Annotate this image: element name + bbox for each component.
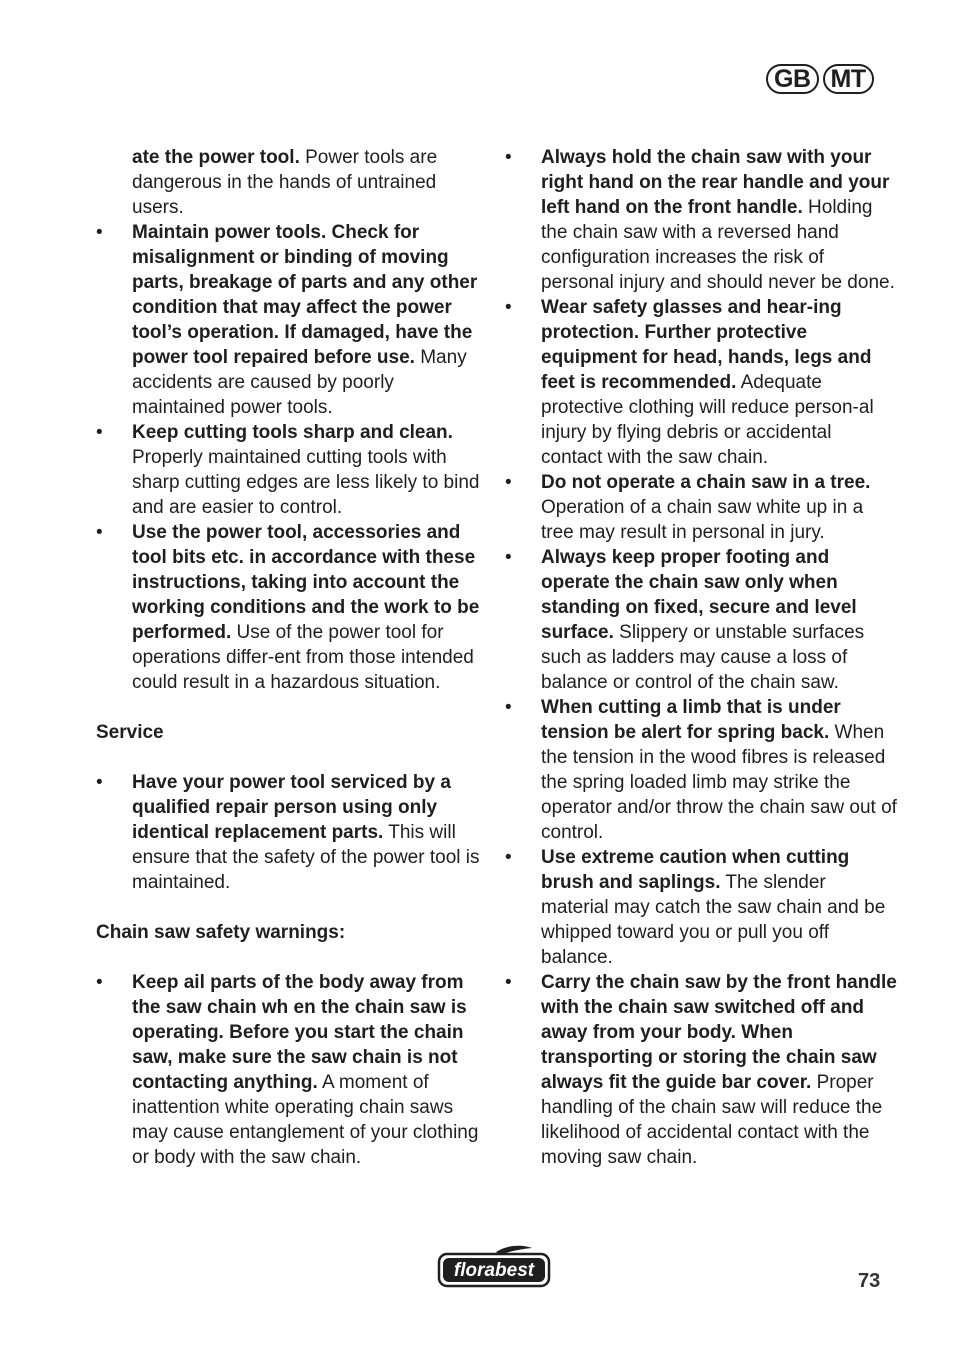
bullet-item: [96, 220, 484, 420]
spacer: [96, 745, 484, 770]
bullet-item: [96, 520, 484, 695]
bold-lead: Keep cutting tools sharp and clean.: [132, 422, 453, 443]
body-text: This will ensure that the safety of the power tool is maintained.: [132, 822, 480, 893]
florabest-logo-graphic: [436, 1243, 554, 1291]
bold-lead: Always hold the chain saw with your right hand on the rear handle and your left hand on the front handle.: [541, 147, 890, 218]
body-text: Adequate protective clothing will reduce person-al injury by flying debris or accidental contact with the saw chain.: [541, 372, 874, 468]
language-badges: [766, 64, 874, 94]
language-badge-mt: MT: [823, 64, 874, 94]
bullet-icon: •: [96, 522, 103, 543]
section-heading-chain-saw: Chain saw safety warnings:: [96, 922, 346, 943]
bullet-item: [505, 845, 897, 970]
bullet-icon: •: [96, 772, 103, 793]
body-text: A moment of inattention white operating chain saws may cause entanglement of your clothing or body with the saw chain.: [132, 1072, 479, 1168]
bullet-icon: •: [505, 697, 512, 718]
bullet-item: [505, 545, 897, 695]
bullet-item: [505, 145, 897, 295]
bullet-icon: •: [505, 472, 512, 493]
bold-lead: Always keep proper footing and operate the chain saw only when standing on fixed, secure and level surface.: [541, 547, 857, 643]
bullet-item: [505, 295, 897, 470]
spacer: [96, 945, 484, 970]
bullet-item: [505, 470, 897, 545]
bold-lead: When cutting a limb that is under tension be alert for spring back.: [541, 697, 841, 743]
body-text: The slender material may catch the saw chain and be whipped toward you or pull you off balance.: [541, 872, 886, 968]
bullet-item: [96, 420, 484, 520]
bold-lead: Have your power tool serviced by a qualified repair person using only identical replacement parts.: [132, 772, 451, 843]
bold-lead: Keep ail parts of the body away from the saw chain wh en the chain saw is operating. Before you start the chain saw, make sure the saw chain is not contacting anything.: [132, 972, 467, 1093]
bullet-icon: •: [96, 422, 103, 443]
florabest-logo: [436, 1243, 554, 1291]
right-column: [505, 145, 897, 1170]
section-heading-service: Service: [96, 722, 164, 743]
body-text: Power tools are dangerous in the hands of untrained users.: [132, 147, 438, 218]
bold-lead: Wear safety glasses and hear-ing protection. Further protective equipment for head, hands, legs and feet is recommended.: [541, 297, 872, 393]
bullet-icon: •: [96, 972, 103, 993]
page-number: 73: [858, 1270, 881, 1292]
continued-paragraph: [96, 145, 484, 220]
body-text: Proper handling of the chain saw will reduce the likelihood of accidental contact with the moving saw chain.: [541, 1072, 883, 1168]
body-text: Many accidents are caused by poorly maintained power tools.: [132, 347, 467, 418]
spacer: [96, 895, 484, 920]
bold-lead: Maintain power tools. Check for misalignment or binding of moving parts, breakage of parts and any other condition that may affect the power tool’s operation. If damaged, have the power tool repaired before use.: [132, 222, 478, 368]
body-text: Use of the power tool for operations differ-ent from those intended could result in a hazardous situation.: [132, 622, 474, 693]
bullet-item: [96, 770, 484, 895]
bold-lead: Carry the chain saw by the front handle with the chain saw switched off and away from your body. When transporting or storing the chain saw always fit the guide bar cover.: [541, 972, 897, 1093]
bold-lead: Use the power tool, accessories and tool bits etc. in accordance with these instructions, taking into account the working conditions and the work to be performed.: [132, 522, 480, 643]
bullet-item: [505, 695, 897, 845]
bold-lead: ate the power tool.: [132, 147, 300, 168]
body-text: Properly maintained cutting tools with sharp cutting edges are less likely to bind and are easier to control.: [132, 447, 480, 518]
bullet-icon: •: [505, 147, 512, 168]
body-text: Operation of a chain saw white up in a tree may result in personal in jury.: [541, 497, 864, 543]
spacer: [96, 695, 484, 720]
left-column: [96, 145, 484, 1170]
bullet-icon: •: [505, 972, 512, 993]
bullet-icon: •: [96, 222, 103, 243]
body-text: Slippery or unstable surfaces such as ladders may cause a loss of balance or control of the chain saw.: [541, 622, 865, 693]
bullet-item: [505, 970, 897, 1170]
body-text: Holding the chain saw with a reversed hand configuration increases the risk of personal injury and should never be done.: [541, 197, 895, 293]
bold-lead: Do not operate a chain saw in a tree.: [541, 472, 871, 493]
bullet-icon: •: [505, 847, 512, 868]
bullet-icon: •: [505, 547, 512, 568]
bullet-item: [96, 970, 484, 1170]
language-badge-gb: GB: [766, 64, 819, 94]
bullet-icon: •: [505, 297, 512, 318]
bold-lead: Use extreme caution when cutting brush and saplings.: [541, 847, 850, 893]
logo-text: florabest: [453, 1260, 535, 1281]
body-text: When the tension in the wood fibres is released the spring loaded limb may strike the operator and/or throw the chain saw out of control.: [541, 722, 897, 843]
